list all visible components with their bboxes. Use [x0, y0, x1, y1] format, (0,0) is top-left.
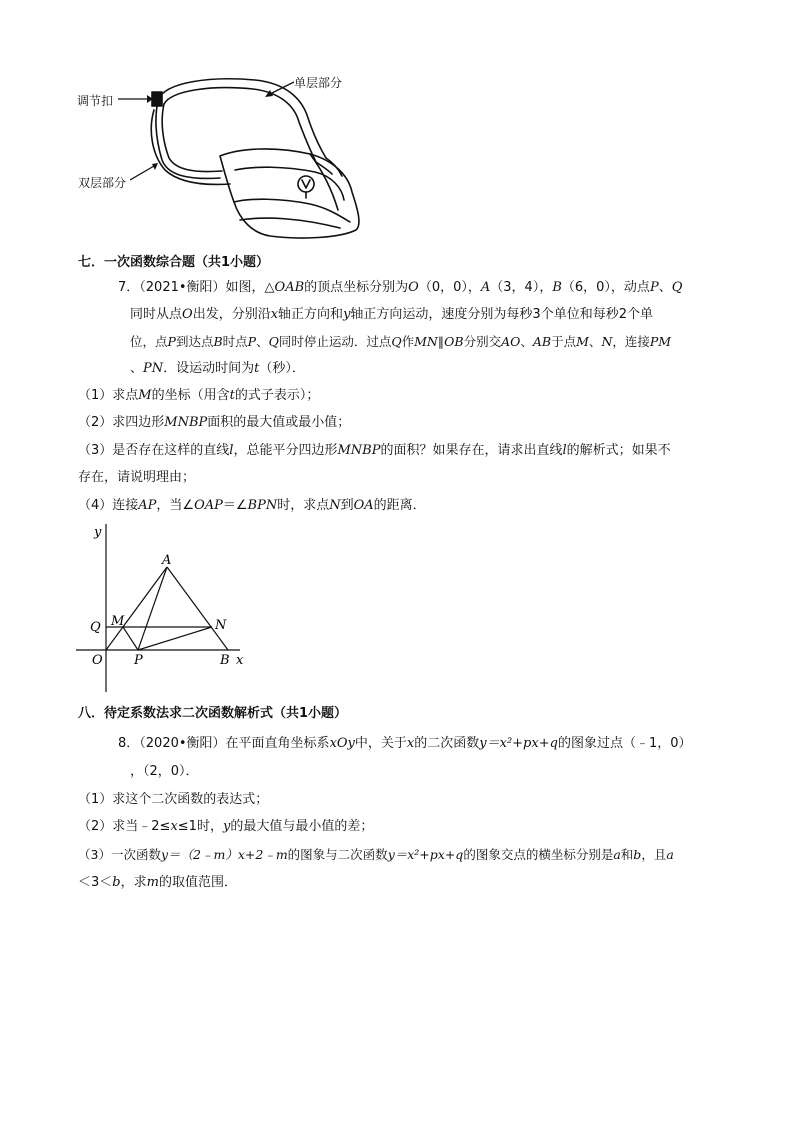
text-run: P [167, 334, 176, 349]
label-buckle: 调节扣 [77, 94, 114, 108]
text-run: 到 [340, 498, 354, 513]
text-run: 、 [130, 361, 144, 376]
arrow-double-icon [130, 160, 160, 184]
text-run: OAB [274, 280, 305, 295]
text-run: 和 [620, 847, 634, 862]
section8-heading: 八．待定系数法求二次函数解析式（共1小题） [78, 706, 348, 721]
text-run: l [229, 443, 234, 458]
text-run: 时点 [222, 334, 248, 349]
problem8-q3-line2 [78, 874, 237, 892]
text-run: 的图象与二次函数 [287, 847, 388, 862]
text-run: 的坐标（用含 [151, 388, 230, 403]
text-run: （4）连接 [78, 498, 139, 513]
label-O: O [92, 653, 103, 668]
text-run: x [406, 736, 415, 751]
section7-heading: 七．一次函数综合题（共1小题） [78, 255, 270, 270]
text-run: 的取值范围． [158, 875, 237, 890]
text-run: ，且 [641, 847, 667, 862]
label-y: y [94, 525, 102, 540]
text-run: PM [649, 334, 672, 349]
problem7-source: （2021•衡阳） [139, 280, 226, 295]
text-run: ≤1时， [177, 819, 223, 834]
text-run: Q [268, 334, 279, 349]
text-run: ，当∠ [156, 498, 195, 513]
text-run: B [552, 280, 562, 295]
text-run: ．设运动时间为 [163, 361, 255, 376]
text-run: MNBP [337, 443, 381, 458]
text-run: 如图，△ [225, 280, 275, 295]
text-run: MN [414, 334, 438, 349]
text-run: Q [391, 334, 402, 349]
problem7-q3b: 存在，请说明理由； [78, 470, 196, 485]
text-run: AO [501, 334, 521, 349]
text-run: （3）是否存在这样的直线 [78, 443, 230, 458]
text-run: 、 [256, 334, 269, 349]
bag-drawing [70, 70, 370, 250]
label-P: P [134, 653, 143, 668]
segment-PN [138, 627, 212, 650]
segment-PM [123, 627, 138, 650]
problem8-number: 8． [118, 736, 140, 751]
text-run: m [146, 875, 159, 890]
text-run: 位，点 [130, 334, 168, 349]
text-run: （3，4）， [490, 280, 553, 295]
text-run: 作 [401, 334, 415, 349]
text-run: OB [444, 334, 464, 349]
text-run: b [633, 847, 642, 862]
text-run: （2）求四边形 [78, 415, 165, 430]
text-run: y [222, 819, 231, 834]
segment-AP [138, 567, 167, 650]
text-run: b [112, 875, 121, 890]
problem8-q3-line1 [78, 846, 674, 864]
text-run: 时，求点 [277, 498, 330, 513]
problem7-line4 [130, 360, 305, 378]
text-run: （1）求点 [78, 388, 139, 403]
text-run: O [408, 280, 419, 295]
text-run: 的图象过点（﹣1，0） [557, 736, 692, 751]
bag-figure [70, 70, 370, 250]
problem7-q3a [78, 442, 671, 460]
text-run: 的顶点坐标分别为 [304, 280, 409, 295]
segment-OA [106, 567, 167, 650]
label-A: A [162, 553, 172, 568]
text-run: M [576, 334, 589, 349]
text-run: 轴正方向和 [278, 307, 344, 322]
problem7-line2 [130, 306, 653, 324]
text-run: 轴正方向运动，速度分别为每秒3个单位和每秒2个单 [350, 307, 653, 322]
text-run: （0，0）， [418, 280, 481, 295]
text-run: AP [138, 498, 157, 513]
text-run: 、 [658, 280, 672, 295]
text-run: 同时从点 [130, 307, 183, 322]
text-run: 的式子表示）； [234, 388, 320, 403]
problem7-q1 [78, 387, 319, 405]
text-run: 的面积？如果存在，请求出直线 [380, 443, 563, 458]
text-run: 的最大值与最小值的差； [230, 819, 374, 834]
text-run: t [254, 361, 260, 376]
text-run: 面积的最大值或最小值； [207, 415, 351, 430]
text-run: BPN [247, 498, 278, 513]
text-run: y [343, 307, 351, 322]
text-run: PN [143, 361, 164, 376]
text-run: OAP [194, 498, 223, 513]
text-run: 在平面直角坐标系 [225, 736, 330, 751]
text-run: M [138, 388, 152, 403]
text-run: a [666, 847, 674, 862]
text-run: O [182, 307, 193, 322]
text-run: A [480, 280, 491, 295]
text-run: t [229, 388, 235, 403]
label-M: M [111, 614, 125, 629]
text-run: xOy [329, 736, 355, 751]
text-run: （6，0），动点 [561, 280, 650, 295]
text-run: Q [671, 280, 683, 295]
problem8-q2 [78, 818, 373, 836]
text-run: （2）求当﹣2≤ [78, 819, 171, 834]
problem7-number: 7． [118, 280, 140, 295]
text-run: OA [353, 498, 374, 513]
text-run: ，求 [120, 875, 147, 890]
text-run: （3）一次函数 [78, 847, 161, 862]
text-run: x [270, 307, 279, 322]
geometry-figure [70, 520, 260, 695]
problem7-line1 [118, 279, 682, 297]
text-run: AB [532, 334, 552, 349]
text-run: a [613, 847, 621, 862]
text-run: ，连接 [612, 334, 650, 349]
problem8-q1: （1）求这个二次函数的表达式； [78, 792, 269, 807]
text-run: 、 [520, 334, 533, 349]
text-run: 出发，分别沿 [192, 307, 271, 322]
text-run: P [649, 280, 659, 295]
problem7-q4 [78, 497, 426, 515]
text-run: y＝x²+px+q [479, 736, 558, 751]
text-run: y＝（2﹣m）x+2﹣m [160, 847, 288, 862]
text-run: 的距离． [373, 498, 426, 513]
text-run: N [329, 498, 341, 513]
text-run: x [170, 819, 178, 834]
problem8-source: （2020•衡阳） [139, 736, 226, 751]
text-run: （秒）． [259, 361, 305, 376]
text-run: ∥ [437, 334, 445, 349]
label-double-layer: 双层部分 [78, 176, 127, 190]
text-run: 的二次函数 [414, 736, 480, 751]
arrow-single-icon [262, 78, 294, 100]
text-run: ＝∠ [222, 498, 248, 513]
label-N: N [215, 618, 227, 633]
text-run: N [601, 334, 613, 349]
arrow-buckle-icon [118, 92, 154, 106]
text-run: ，总能平分四边形 [233, 443, 338, 458]
text-run: 于点 [551, 334, 577, 349]
text-run: 的图象交点的横坐标分别是 [463, 847, 614, 862]
text-run: B [213, 334, 223, 349]
problem7-q2 [78, 414, 350, 432]
text-run: y＝x²+px+q [387, 847, 464, 862]
text-run: 中，关于 [354, 736, 407, 751]
text-run: MNBP [164, 415, 208, 430]
problem8-line2: ，（2，0）． [130, 764, 199, 779]
text-run: 到达点 [175, 334, 214, 349]
text-run: l [562, 443, 567, 458]
text-run: 的解析式；如果不 [566, 443, 671, 458]
label-Q: Q [90, 620, 101, 635]
text-run: 分别交 [463, 334, 502, 349]
text-run: P [247, 334, 257, 349]
problem8-line1 [118, 735, 691, 753]
text-run: 、 [588, 334, 602, 349]
text-run: ＜3＜ [78, 875, 113, 890]
label-x: x [236, 653, 244, 668]
text-run: 同时停止运动．过点 [278, 334, 392, 349]
label-B: B [220, 653, 230, 668]
label-single-layer: 单层部分 [294, 76, 343, 90]
problem7-line3 [130, 333, 671, 351]
